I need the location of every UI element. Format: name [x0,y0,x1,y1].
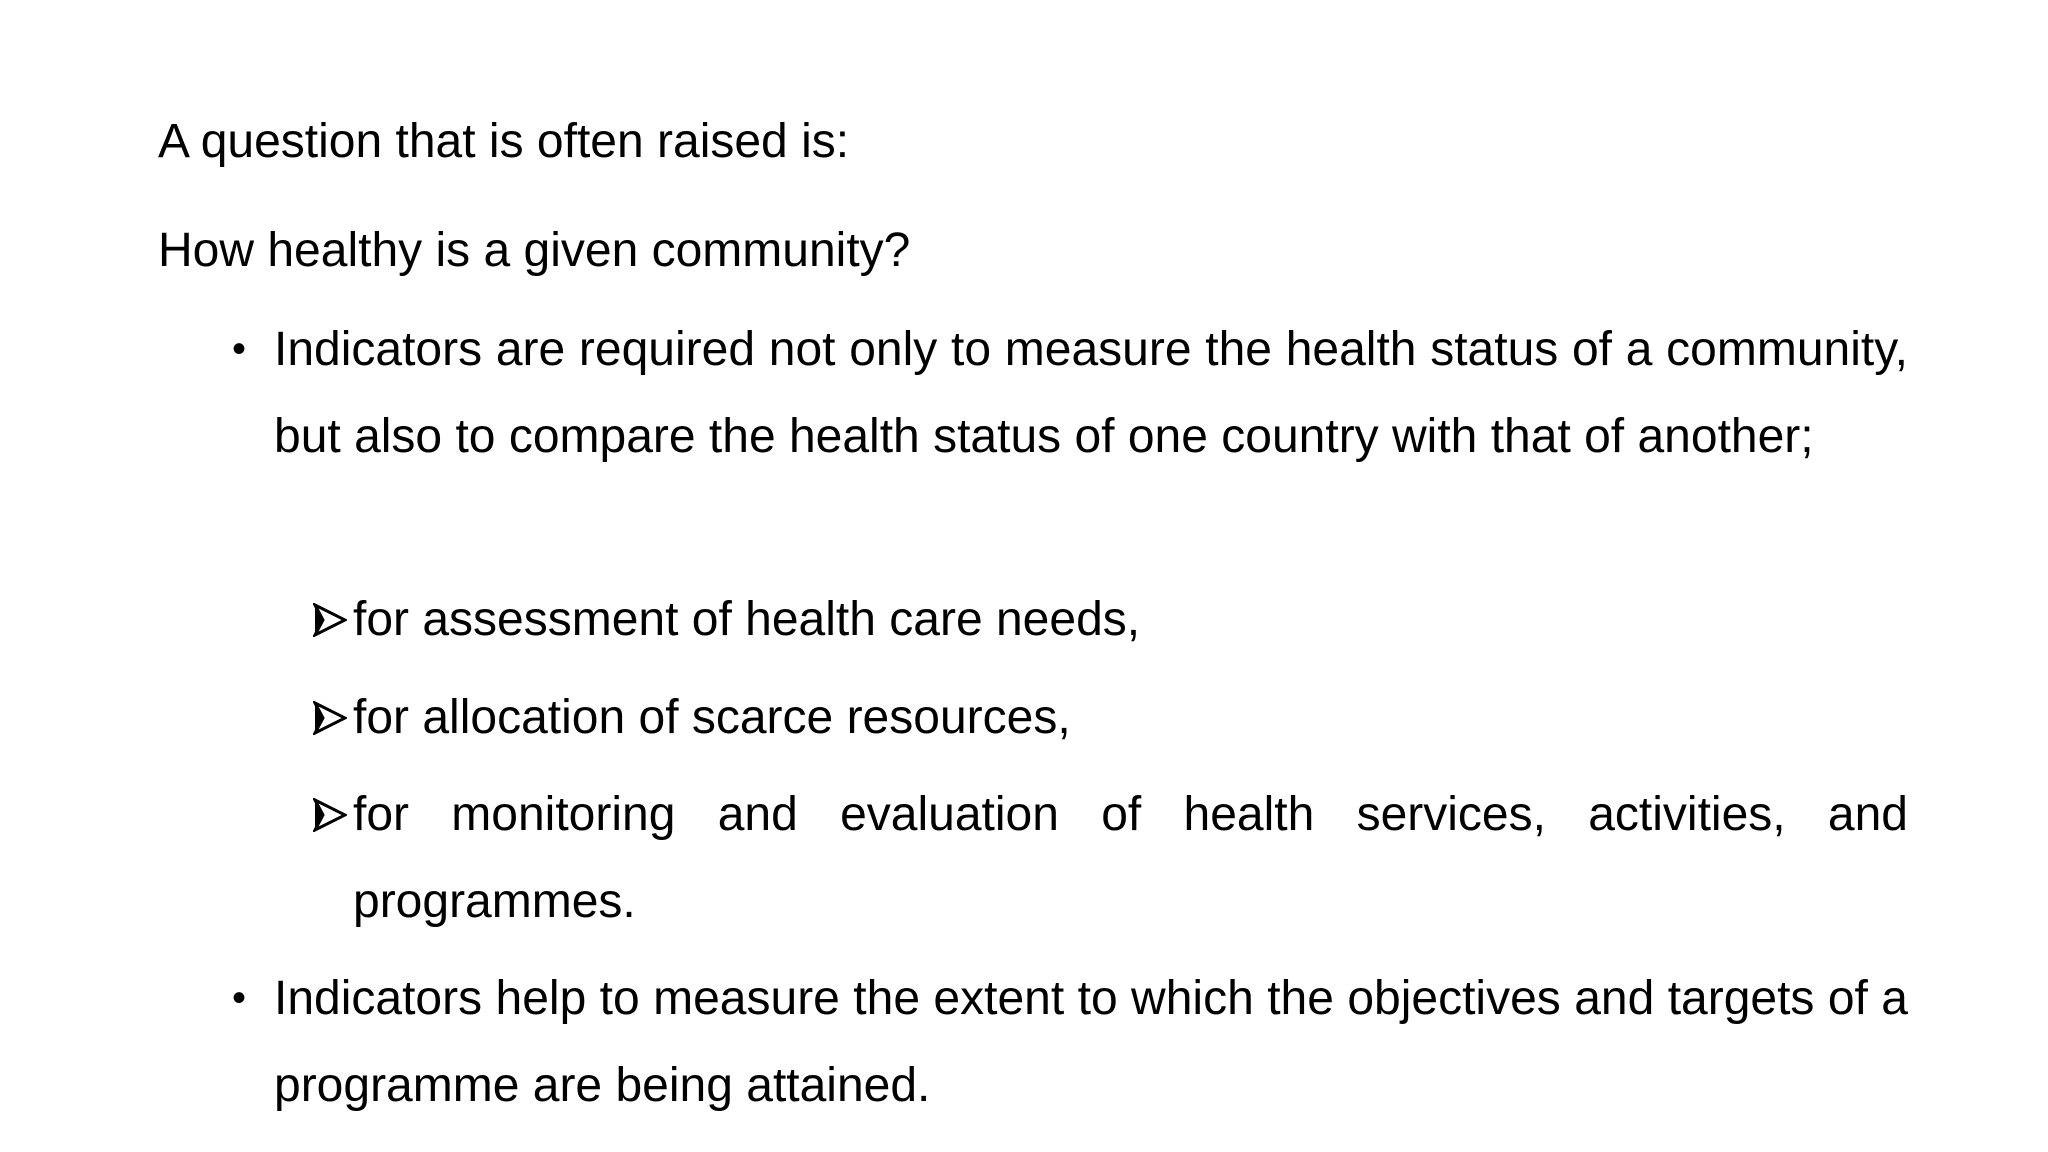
arrowhead-bullet-icon [313,674,349,761]
bullet-dot-icon: • [232,976,247,1020]
intro-question: How healthy is a given community? [158,224,911,277]
bullet-text: Indicators are required not only to measure the health status of a community, but also to compare the health status of one country with that of another; [274,323,1908,463]
sub-item-text: for monitoring and evaluation of health services, activities, and programmes. [353,788,1908,928]
arrowhead-bullet-icon [313,771,349,858]
sub-item-allocation [353,674,1908,761]
sub-item-text: for allocation of scarce resources, [353,691,1071,744]
sub-item-text: for assessment of health care needs, [353,593,1141,646]
arrowhead-bullet-icon [313,576,349,663]
bullet-text: Indicators help to measure the extent to which the objectives and targets of a programme are being attained. [274,972,1908,1112]
intro-question-line: A question that is often raised is: [158,115,850,168]
bullet-item-indicators-compare [232,306,1908,480]
sub-item-monitoring [353,771,1908,945]
bullet-item-indicators-objectives [232,955,1908,1129]
sub-item-assessment [353,576,1908,663]
bullet-dot-icon: • [232,327,247,371]
